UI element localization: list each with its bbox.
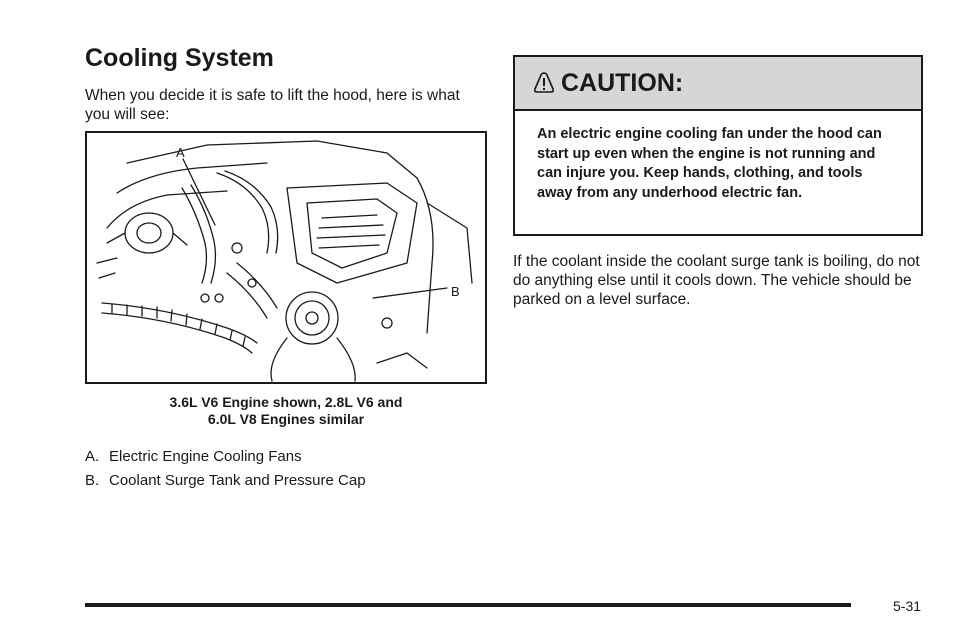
legend-text: Coolant Surge Tank and Pressure Cap bbox=[109, 472, 366, 489]
page-number: 5-31 bbox=[893, 598, 922, 614]
legend-key: A. bbox=[85, 448, 100, 465]
legend-item bbox=[85, 445, 487, 469]
callout-a-label: A bbox=[176, 145, 185, 160]
caption-line-2: 6.0L V8 Engines similar bbox=[207, 411, 365, 427]
caution-box bbox=[513, 55, 923, 236]
intro-text: When you decide it is safe to lift the hood, here is what you will see: bbox=[85, 87, 460, 123]
legend-text: Electric Engine Cooling Fans bbox=[109, 448, 302, 465]
caution-text: An electric engine cooling fan under the hood can start up even when the engine is not running and can injure you. Keep hands, clothing, and tools away from any underhood electric fan. bbox=[537, 126, 882, 201]
legend-item bbox=[85, 469, 487, 493]
coolant-paragraph: If the coolant inside the coolant surge tank is boiling, do not do anything else until it cools down. The vehicle should be parked on a level surface. bbox=[513, 253, 920, 308]
legend-key: B. bbox=[85, 472, 100, 489]
caption-line-1: 3.6L V6 Engine shown, 2.8L V6 and bbox=[169, 394, 403, 410]
caution-header bbox=[515, 57, 921, 111]
caution-title: CAUTION: bbox=[561, 68, 684, 97]
footer-rule bbox=[85, 603, 851, 607]
warning-icon bbox=[533, 71, 555, 95]
callout-b-label: B bbox=[451, 284, 460, 299]
figure-caption bbox=[85, 394, 487, 428]
page-title: Cooling System bbox=[85, 44, 274, 72]
engine-drawing bbox=[87, 133, 485, 382]
figure-legend bbox=[85, 445, 487, 493]
engine-illustration bbox=[85, 131, 487, 384]
